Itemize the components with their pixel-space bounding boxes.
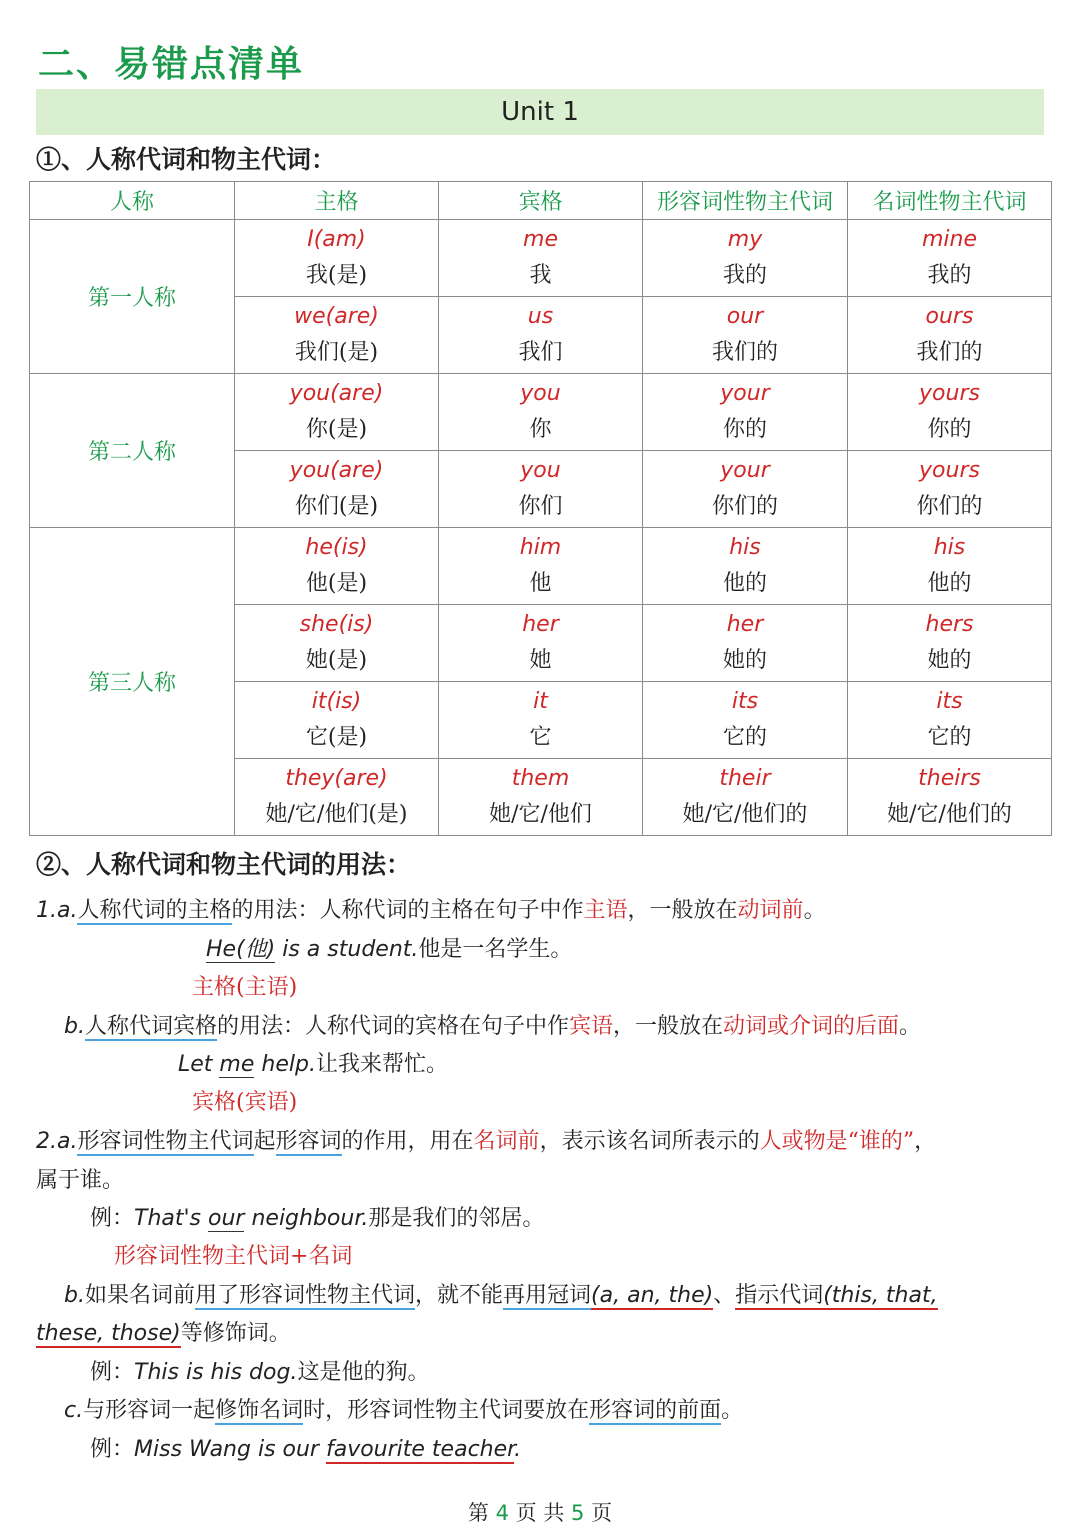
table-cell: it 它 xyxy=(439,682,643,759)
table-cell: its 它的 xyxy=(848,682,1052,759)
pronoun-table xyxy=(29,181,1052,836)
example-5: 例：Miss Wang is our favourite teacher. xyxy=(90,1437,522,1462)
table-cell: he(is) 他(是) xyxy=(235,528,439,605)
table-cell: yours 你的 xyxy=(848,374,1052,451)
table-cell: we(are) 我们(是) xyxy=(235,297,439,374)
table-cell: you 你 xyxy=(439,374,643,451)
table-cell: you(are) 你(是) xyxy=(235,374,439,451)
table-cell: him 他 xyxy=(439,528,643,605)
table-cell: me 我 xyxy=(439,220,643,297)
table-cell: her 她的 xyxy=(643,605,848,682)
table-cell: ours 我们的 xyxy=(848,297,1052,374)
table-header: 形容词性物主代词 xyxy=(643,182,848,220)
example-2: Let me help.让我来帮忙。 xyxy=(178,1052,448,1077)
table-cell: his 他的 xyxy=(848,528,1052,605)
table-header-row xyxy=(30,182,1052,220)
table-cell: us 我们 xyxy=(439,297,643,374)
note-2b-cont: these, those)等修饰词。 xyxy=(36,1321,291,1346)
table-cell: she(is) 她(是) xyxy=(235,605,439,682)
table-cell: his 他的 xyxy=(643,528,848,605)
table-header: 人称 xyxy=(30,182,235,220)
table-row xyxy=(30,528,1052,605)
person-label: 第一人称 xyxy=(30,220,235,374)
table-cell: I(am) 我(是) xyxy=(235,220,439,297)
table-row xyxy=(30,374,1052,451)
example-4: 例：This is his dog.这是他的狗。 xyxy=(90,1360,430,1385)
unit-banner: Unit 1 xyxy=(36,89,1044,135)
table-cell: theirs 她/它/他们的 xyxy=(848,759,1052,836)
table-header: 名词性物主代词 xyxy=(848,182,1052,220)
note-1a: 1.a.人称代词的主格的用法：人称代词的主格在句子中作主语，一般放在动词前。 xyxy=(36,898,826,923)
note-2a: 2.a.形容词性物主代词起形容词的作用，用在名词前，表示该名词所表示的人或物是“谁的”， xyxy=(36,1129,937,1154)
table-cell: it(is) 它(是) xyxy=(235,682,439,759)
table-cell: its 它的 xyxy=(643,682,848,759)
table-cell: you 你们 xyxy=(439,451,643,528)
label-subject: 主格(主语) xyxy=(192,975,298,1000)
section-heading-2: ②、人称代词和物主代词的用法： xyxy=(36,850,412,879)
section-heading-1: ①、人称代词和物主代词： xyxy=(36,145,337,174)
table-cell: your 你们的 xyxy=(643,451,848,528)
person-label: 第三人称 xyxy=(30,528,235,836)
note-1b: b.人称代词宾格的用法：人称代词的宾格在句子中作宾语，一般放在动词或介词的后面。 xyxy=(64,1014,922,1039)
table-cell: hers 她的 xyxy=(848,605,1052,682)
example-3: 例：That's our neighbour.那是我们的邻居。 xyxy=(90,1206,545,1231)
table-cell: mine 我的 xyxy=(848,220,1052,297)
table-cell: them 她/它/他们 xyxy=(439,759,643,836)
table-cell: they(are) 她/它/他们(是) xyxy=(235,759,439,836)
section-title: 二、易错点清单 xyxy=(38,43,305,85)
note-2b: b.如果名词前用了形容词性物主代词，就不能再用冠词(a, an, the)、指示代词(this, that, xyxy=(64,1283,938,1308)
table-header: 主格 xyxy=(235,182,439,220)
table-cell: our 我们的 xyxy=(643,297,848,374)
table-cell: her 她 xyxy=(439,605,643,682)
table-cell: your 你的 xyxy=(643,374,848,451)
note-2c: c.与形容词一起修饰名词时，形容词性物主代词要放在形容词的前面。 xyxy=(64,1398,744,1423)
table-row xyxy=(30,220,1052,297)
table-cell: their 她/它/他们的 xyxy=(643,759,848,836)
page-footer: 第 4 页 共 5 页 xyxy=(467,1501,613,1525)
table-cell: yours 你们的 xyxy=(848,451,1052,528)
label-object: 宾格(宾语) xyxy=(192,1090,298,1115)
table-header: 宾格 xyxy=(439,182,643,220)
example-1: He(他) is a student.他是一名学生。 xyxy=(206,937,573,962)
table-cell: you(are) 你们(是) xyxy=(235,451,439,528)
person-label: 第二人称 xyxy=(30,374,235,528)
note-2a-cont: 属于谁。 xyxy=(36,1168,125,1193)
table-cell: my 我的 xyxy=(643,220,848,297)
label-possessive-noun: 形容词性物主代词+名词 xyxy=(114,1244,353,1269)
